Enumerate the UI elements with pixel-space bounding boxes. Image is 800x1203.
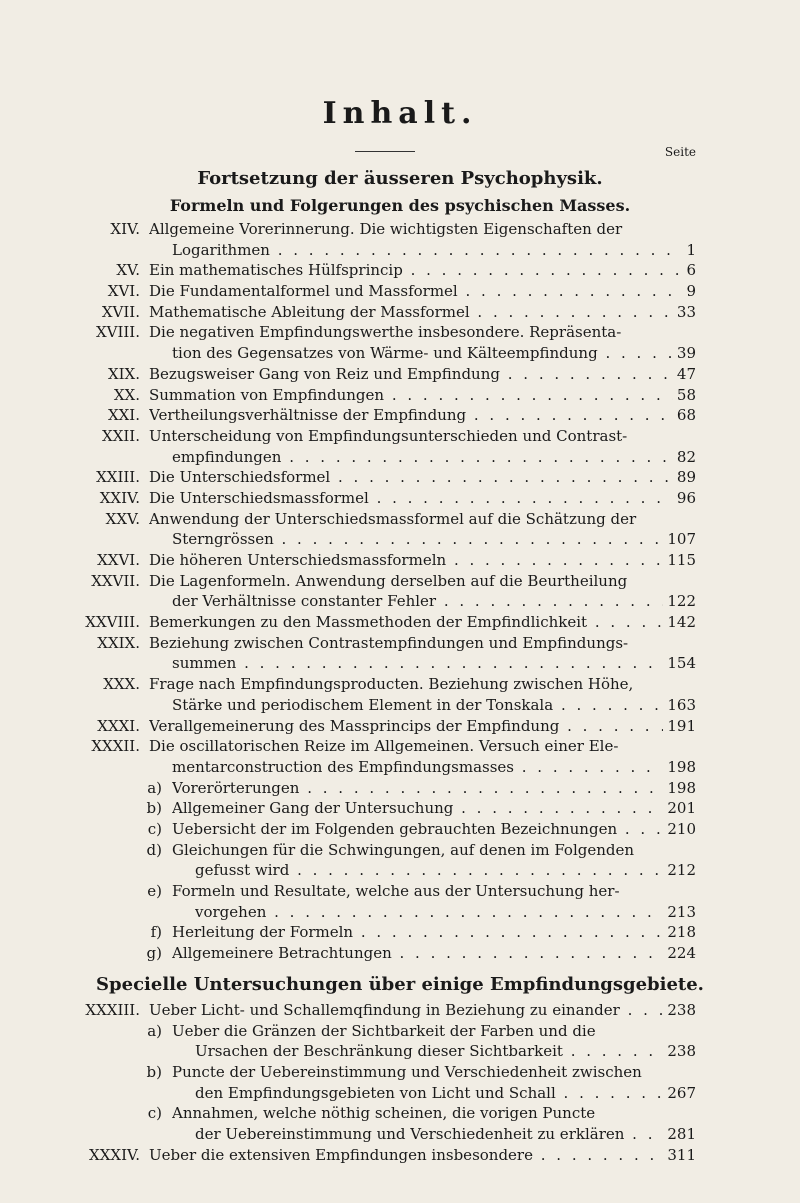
subentry-label: c)	[147, 1104, 162, 1123]
entry-title-text: summen	[172, 654, 237, 673]
entry-title	[195, 1083, 696, 1104]
toc-entry-line	[0, 467, 800, 488]
toc-entry-line	[0, 757, 800, 778]
entry-title-text: Die Lagenformeln. Anwendung derselben auf die Beurtheilung	[149, 571, 628, 590]
entry-title-text: Stärke und periodischem Element in der Tonskala	[172, 695, 554, 714]
toc-subentry-line	[0, 798, 800, 819]
toc-subentry-line	[0, 778, 800, 799]
chapter-number: XXIV.	[99, 488, 140, 507]
entry-title	[149, 219, 696, 240]
page-number: 218	[663, 922, 696, 943]
entry-title-text: den Empfindungsgebieten von Licht und Schall	[195, 1083, 556, 1102]
toc-subentry-line	[0, 840, 800, 861]
page-number: 9	[682, 281, 696, 302]
entry-title	[149, 467, 696, 488]
chapter-number: XVII.	[101, 302, 140, 321]
entry-title	[195, 1041, 696, 1062]
entry-title	[149, 716, 696, 737]
entry-title-text: Sterngrössen	[172, 530, 274, 549]
toc-entry-line	[0, 571, 800, 592]
entry-title	[172, 343, 696, 364]
page-number: 210	[663, 819, 696, 840]
entry-title-text: Vorerörterungen	[172, 778, 300, 797]
entry-title	[149, 571, 696, 592]
entry-title	[172, 1103, 696, 1124]
entry-title-text: Die Unterschiedsformel	[149, 468, 331, 487]
toc-entry-line	[0, 240, 800, 261]
chapter-number: XXXIV.	[89, 1145, 140, 1164]
chapter-number: XXII.	[102, 426, 140, 445]
toc-entry-line	[0, 736, 800, 757]
toc-entry-line	[0, 405, 800, 426]
toc-entry-line	[0, 385, 800, 406]
part1-heading: Fortsetzung der äusseren Psychophysik.	[197, 168, 603, 189]
page-number: 198	[663, 778, 696, 799]
entry-title	[172, 922, 696, 943]
entry-title-text: Allgemeinere Betrachtungen	[172, 944, 392, 963]
toc-entry-line	[0, 343, 800, 364]
entry-title	[149, 405, 696, 426]
entry-title-text: Mathematische Ableitung der Massformel	[149, 302, 470, 321]
title-rule	[355, 151, 415, 152]
entry-title-text: Uebersicht der im Folgenden gebrauchten Bezeichnungen	[172, 819, 618, 838]
entry-title-text: gefusst wird	[195, 861, 290, 880]
chapter-number: XX.	[113, 385, 140, 404]
subentry-label: e)	[147, 882, 162, 900]
page-number: 68	[673, 405, 696, 426]
entry-title-text: Die Unterschiedsmassformel	[149, 488, 369, 507]
page-number: 115	[663, 550, 696, 571]
entry-title	[172, 447, 696, 468]
entry-title-text: mentarconstruction des Empfindungsmasses	[172, 757, 514, 776]
entry-title	[149, 260, 696, 281]
entry-title	[149, 488, 696, 509]
page-number: 163	[663, 695, 696, 716]
entry-title	[149, 612, 696, 633]
entry-title	[149, 1145, 696, 1166]
chapter-number: XXIX.	[97, 633, 140, 652]
toc-entry-line	[0, 695, 800, 716]
page-number: 58	[673, 385, 696, 406]
toc-entry-line	[0, 509, 800, 530]
entry-title-text: Bezugsweiser Gang von Reiz und Empfindung	[149, 364, 500, 383]
toc-entry-line	[0, 364, 800, 385]
entry-title-text: Die oscillatorischen Reize im Allgemeinen. Versuch einer Ele-	[149, 737, 619, 756]
subentry-label: c)	[147, 819, 162, 838]
entry-title-text: Logarithmen	[172, 240, 270, 259]
toc-entry-line	[0, 302, 800, 323]
entry-title	[149, 281, 696, 302]
chapter-number: XXXIII.	[85, 1001, 140, 1019]
page-number: 191	[663, 716, 696, 737]
entry-title	[149, 385, 696, 406]
chapter-number: XXX.	[103, 675, 140, 694]
toc-entry-line	[0, 550, 800, 571]
page-number: 82	[673, 447, 696, 468]
entry-title-text: Formeln und Resultate, welche aus der Untersuchung her-	[172, 882, 620, 900]
page-number: 238	[663, 1041, 696, 1062]
entry-title	[149, 322, 696, 343]
chapter-number: XXV.	[105, 509, 140, 528]
entry-title-text: Anwendung der Unterschiedsmassformel auf die Schätzung der	[149, 509, 637, 528]
entry-title	[149, 633, 696, 654]
toc-subentry-line	[0, 1041, 800, 1062]
toc-entry-line	[0, 716, 800, 737]
toc-entry-line	[0, 1145, 800, 1166]
page-number: 281	[663, 1124, 696, 1145]
toc-entry-line	[0, 488, 800, 509]
toc-entry-line	[0, 653, 800, 674]
entry-title-text: Allgemeiner Gang der Untersuchung	[172, 799, 454, 818]
entry-title	[149, 426, 696, 447]
entry-title-text: empfindungen	[172, 447, 282, 466]
toc-entry-line	[0, 633, 800, 654]
entry-title-text: vorgehen	[195, 902, 267, 921]
entry-title	[172, 798, 696, 819]
page-number: 198	[663, 757, 696, 778]
toc-entry-line	[0, 591, 800, 612]
toc-subentry-line	[0, 881, 800, 902]
chapter-number: XXIII.	[96, 468, 140, 487]
page-number: 267	[663, 1083, 696, 1104]
toc-subentry-line	[0, 902, 800, 923]
chapter-number: XIV.	[110, 220, 140, 238]
entry-title	[172, 240, 696, 261]
chapter-number: XXXI.	[97, 716, 140, 735]
entry-title-text: der Uebereinstimmung und Verschiedenheit zu erklären	[195, 1125, 625, 1144]
chapter-number: XVI.	[107, 282, 140, 301]
toc-entry-line	[0, 612, 800, 633]
toc-entry-line	[0, 219, 800, 240]
entry-title	[172, 778, 696, 799]
entry-title-text: Ein mathematisches Hülfsprincip	[149, 261, 403, 280]
toc-subentry-line	[0, 860, 800, 881]
entry-title-text: Ursachen der Beschränkung dieser Sichtbarkeit	[195, 1042, 563, 1061]
entry-title	[172, 840, 696, 861]
toc-entry-line	[0, 674, 800, 695]
chapter-number: XXI.	[107, 406, 140, 425]
part2-heading: Specielle Untersuchungen über einige Empfindungsgebiete.	[96, 974, 704, 995]
entry-title	[172, 943, 696, 964]
page-number: 39	[673, 343, 696, 364]
entry-title-text: Allgemeine Vorerinnerung. Die wichtigsten Eigenschaften der	[149, 220, 623, 238]
entry-title-text: Ueber Licht- und Schallemqfindung in Beziehung zu einander	[149, 1001, 620, 1019]
page-title: Inhalt.	[322, 96, 478, 131]
toc-entry-line	[0, 1000, 800, 1021]
entry-title	[172, 819, 696, 840]
page-number: 47	[673, 364, 696, 385]
entry-title-text: Bemerkungen zu den Massmethoden der Empfindlichkeit	[149, 613, 588, 632]
toc-entry-line	[0, 529, 800, 550]
subentry-label: g)	[146, 944, 162, 963]
entry-title	[172, 591, 696, 612]
chapter-number: XVIII.	[95, 323, 140, 342]
toc-subentry-line	[0, 1021, 800, 1042]
page-column-label: Seite	[664, 145, 696, 159]
subentry-label: b)	[146, 1063, 162, 1082]
entry-title-text: tion des Gegensatzes von Wärme- und Kälteempfindung	[172, 344, 598, 363]
toc-subentry-line	[0, 1103, 800, 1124]
page-number: 6	[682, 260, 696, 281]
entry-title	[149, 302, 696, 323]
toc-subentry-line	[0, 922, 800, 943]
page-number: 96	[673, 488, 696, 509]
subentry-label: a)	[147, 1021, 162, 1040]
entry-title-text: Puncte der Uebereinstimmung und Verschiedenheit zwischen	[172, 1063, 642, 1082]
entry-title-text: Annahmen, welche nöthig scheinen, die vorigen Puncte	[172, 1104, 596, 1123]
part1-subheading: Formeln und Folgerungen des psychischen Masses.	[169, 196, 631, 215]
entry-title	[195, 1124, 696, 1145]
entry-title-text: Beziehung zwischen Contrastempfindungen und Empfindungs-	[149, 633, 629, 652]
toc-section-2	[0, 1000, 800, 1166]
page-number: 154	[663, 653, 696, 674]
toc-subentry-line	[0, 943, 800, 964]
entry-title	[149, 550, 696, 571]
chapter-number: XXVIII.	[85, 613, 140, 632]
entry-title-text: Verallgemeinerung des Massprincips der Empfindung	[149, 716, 560, 735]
entry-title-text: Frage nach Empfindungsproducten. Beziehung zwischen Höhe,	[149, 675, 634, 694]
page-number: 201	[663, 798, 696, 819]
page-number: 212	[663, 860, 696, 881]
entry-title	[195, 860, 696, 881]
toc-entry-line	[0, 447, 800, 468]
entry-title-text: Summation von Empfindungen	[149, 385, 385, 404]
chapter-number: XV.	[116, 261, 140, 280]
entry-title	[149, 364, 696, 385]
page-number: 33	[673, 302, 696, 323]
entry-title-text: Herleitung der Formeln	[172, 923, 354, 942]
entry-title	[172, 757, 696, 778]
page-number: 224	[663, 943, 696, 964]
toc-subentry-line	[0, 1124, 800, 1145]
page-number: 142	[663, 612, 696, 633]
entry-title-text: Ueber die extensiven Empfindungen insbesondere	[149, 1145, 533, 1164]
entry-title	[195, 902, 696, 923]
toc-subentry-line	[0, 1083, 800, 1104]
chapter-number: XXVI.	[97, 551, 140, 569]
chapter-number: XIX.	[107, 364, 140, 383]
entry-title-text: Die Fundamentalformel und Massformel	[149, 282, 458, 301]
page-number: 122	[663, 591, 696, 612]
toc-entry-line	[0, 281, 800, 302]
entry-title	[149, 674, 696, 695]
toc-section-1	[0, 219, 800, 964]
entry-title	[172, 1021, 696, 1042]
entry-title-text: Unterscheidung von Empfindungsunterschieden und Contrast-	[149, 426, 628, 445]
page-number: 1	[682, 240, 696, 261]
subentry-label: f)	[150, 923, 162, 942]
toc-entry-line	[0, 426, 800, 447]
toc-subentry-line	[0, 819, 800, 840]
entry-title	[172, 1062, 696, 1083]
entry-title-text: Die höheren Unterschiedsmassformeln	[149, 551, 447, 569]
entry-title	[172, 881, 696, 902]
entry-title	[149, 736, 696, 757]
entry-title-text: Gleichungen für die Schwingungen, auf denen im Folgenden	[172, 840, 635, 859]
page-number: 238	[663, 1000, 696, 1021]
entry-title	[172, 529, 696, 550]
toc-subentry-line	[0, 1062, 800, 1083]
subentry-label: d)	[146, 840, 162, 859]
chapter-number: XXVII.	[91, 571, 140, 590]
entry-title	[172, 653, 696, 674]
entry-title	[149, 509, 696, 530]
entry-title-text: der Verhältnisse constanter Fehler	[172, 592, 437, 611]
entry-title-text: Die negativen Empfindungswerthe insbesondere. Repräsenta-	[149, 323, 622, 342]
entry-title-text: Vertheilungsverhältnisse der Empfindung	[149, 406, 467, 425]
entry-title	[172, 695, 696, 716]
page-number: 213	[663, 902, 696, 923]
page-number: 89	[673, 467, 696, 488]
entry-title-text: Ueber die Gränzen der Sichtbarkeit der Farben und die	[172, 1021, 596, 1040]
page-number: 107	[663, 529, 696, 550]
entry-title	[149, 1000, 696, 1021]
page-number: 311	[663, 1145, 696, 1166]
toc-entry-line	[0, 260, 800, 281]
toc-entry-line	[0, 322, 800, 343]
subentry-label: a)	[147, 778, 162, 797]
subentry-label: b)	[146, 799, 162, 818]
chapter-number: XXXII.	[91, 737, 140, 756]
